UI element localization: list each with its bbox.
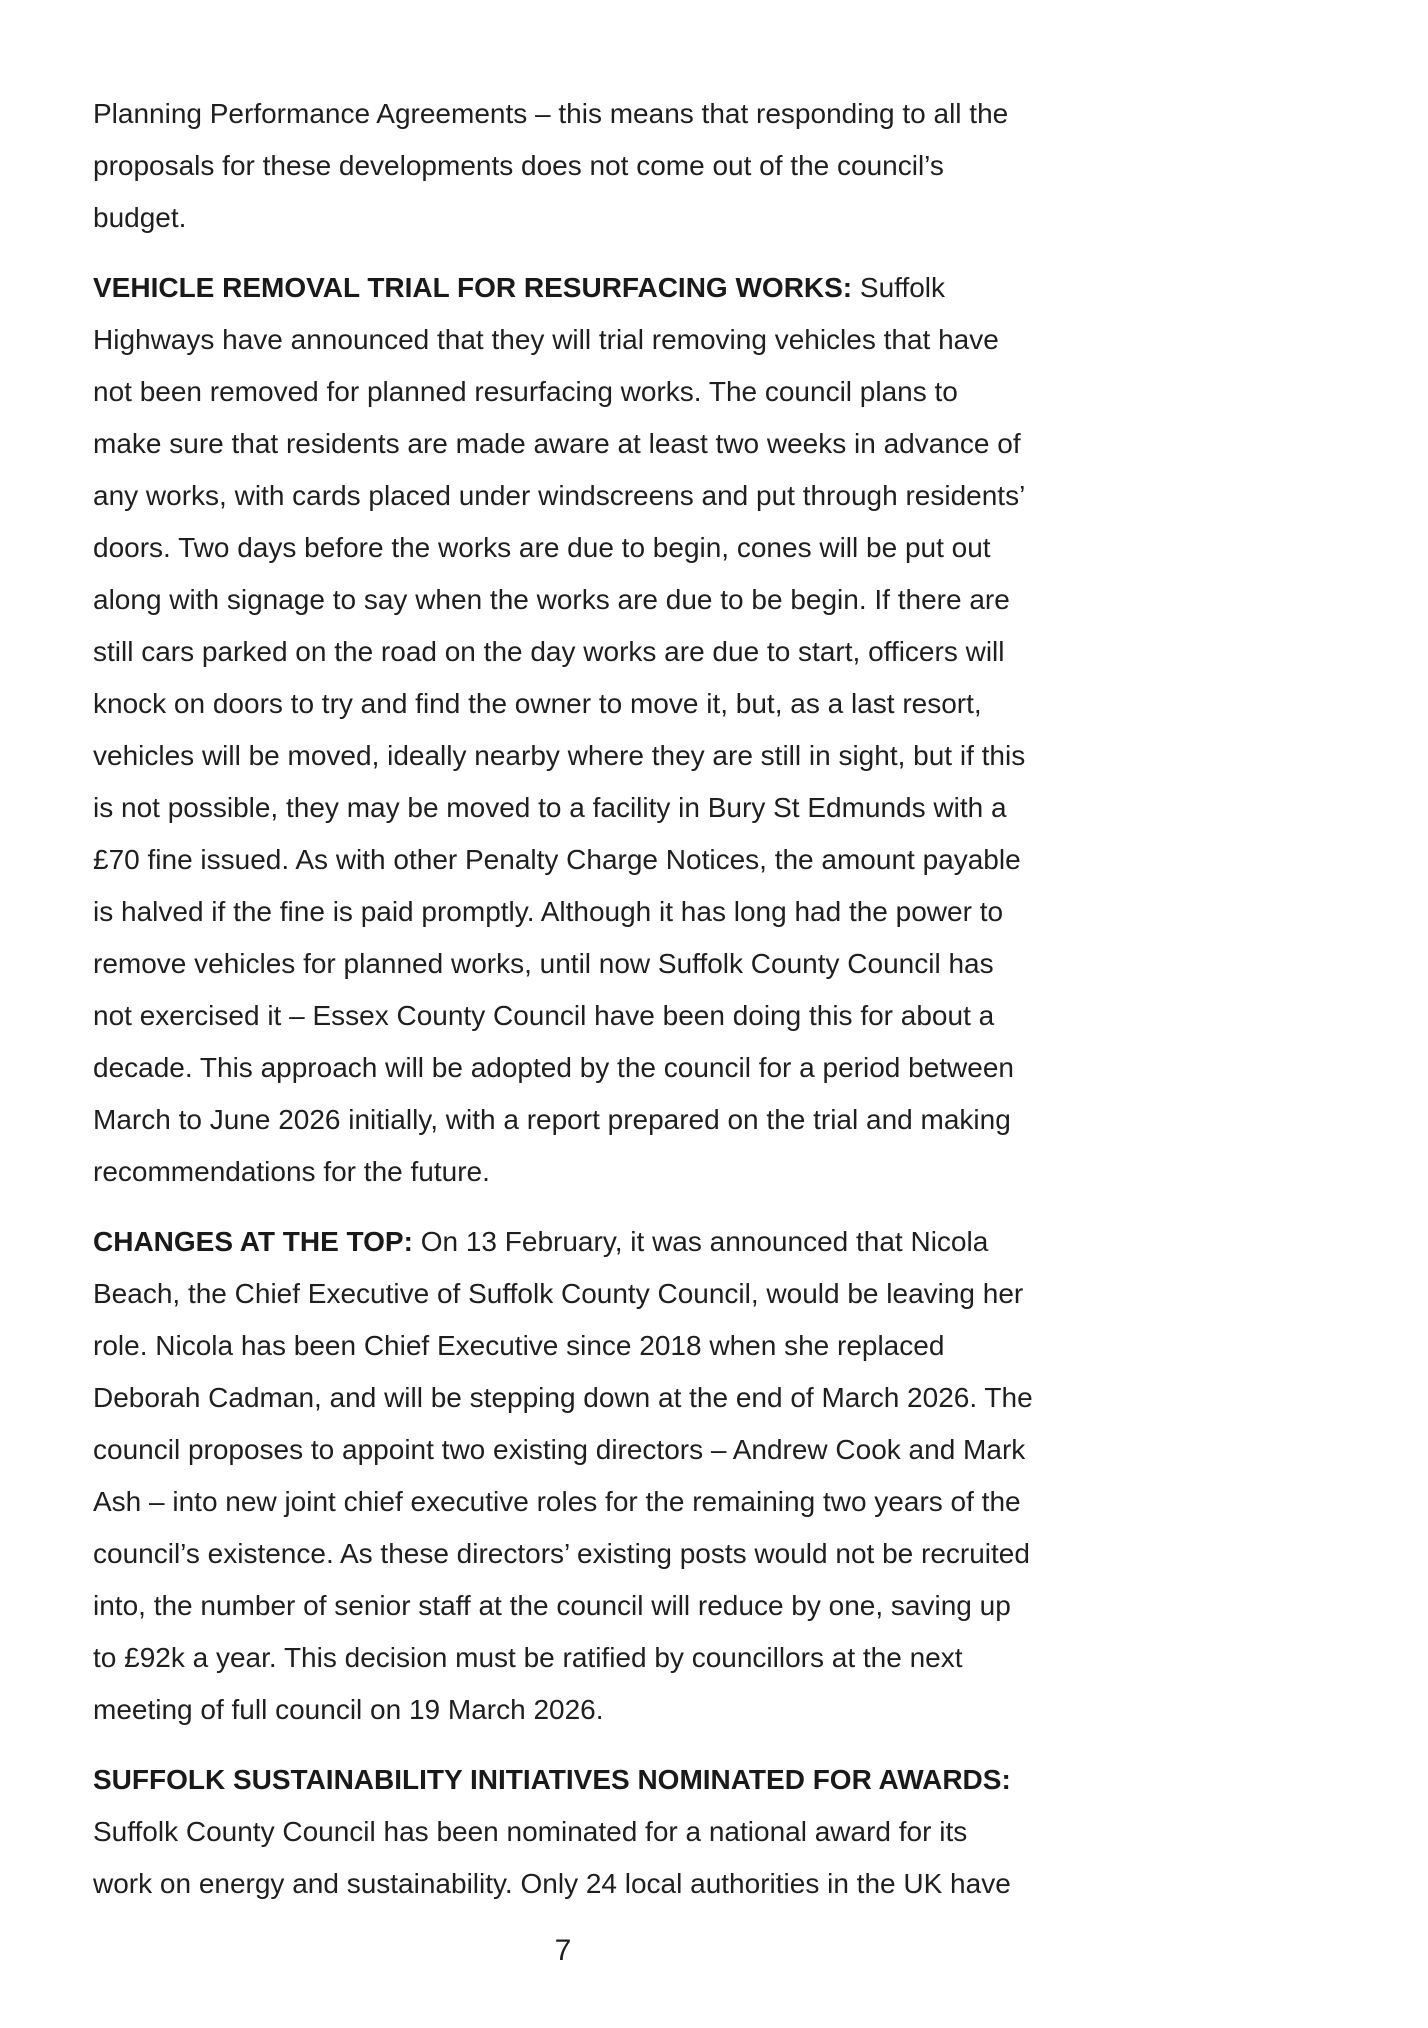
paragraph-body: Suffolk County Council has been nominated for a national award for its work on energy and sustainability. Only 24 local authorities in the UK have <box>93 1816 1011 1899</box>
paragraph-vehicle-removal-trial <box>93 262 1033 1198</box>
paragraph-changes-at-the-top <box>93 1216 1033 1736</box>
paragraph-sustainability-awards <box>93 1754 1033 1910</box>
page-content <box>93 88 1033 1910</box>
vehicle-removal-heading: VEHICLE REMOVAL TRIAL FOR RESURFACING WORKS: <box>93 272 853 303</box>
paragraph-planning-agreements <box>93 88 1033 244</box>
paragraph-body: Suffolk Highways have announced that they will trial removing vehicles that have not been removed for planned resurfacing works. The council plans to make sure that residents are made aware at least two weeks in advance of any works, with cards placed under windscreens and put through residents’ doors. Two days before the works are due to begin, cones will be put out along with signage to say when the works are due to be begin. If there are still cars parked on the road on the day works are due to start, officers will knock on doors to try and find the owner to move it, but, as a last resort, vehicles will be moved, ideally nearby where they are still in sight, but if this is not possible, they may be moved to a facility in Bury St Edmunds with a £70 fine issued. As with other Penalty Charge Notices, the amount payable is halved if the fine is paid promptly. Although it has long had the power to remove vehicles for planned works, until now Suffolk County Council has not exercised it – Essex County Council have been doing this for about a decade. This approach will be adopted by the council for a period between March to June 2026 initially, with a report prepared on the trial and making recommendations for the future. <box>93 272 1026 1187</box>
paragraph-body: Planning Performance Agreements – this means that responding to all the proposals for these developments does not come out of the council’s budget. <box>93 98 1009 233</box>
paragraph-body: On 13 February, it was announced that Nicola Beach, the Chief Executive of Suffolk County Council, would be leaving her role. Nicola has been Chief Executive since 2018 when she replaced Deborah Cadman, and will be stepping down at the end of March 2026. The council proposes to appoint two existing directors – Andrew Cook and Mark Ash – into new joint chief executive roles for the remaining two years of the council’s existence. As these directors’ existing posts would not be recruited into, the number of senior staff at the council will reduce by one, saving up to £92k a year. This decision must be ratified by councillors at the next meeting of full council on 19 March 2026. <box>93 1226 1033 1725</box>
sustainability-awards-heading: SUFFOLK SUSTAINABILITY INITIATIVES NOMINATED FOR AWARDS: <box>93 1764 1011 1795</box>
page-number: 7 <box>554 1934 572 1967</box>
changes-at-top-heading: CHANGES AT THE TOP: <box>93 1226 413 1257</box>
